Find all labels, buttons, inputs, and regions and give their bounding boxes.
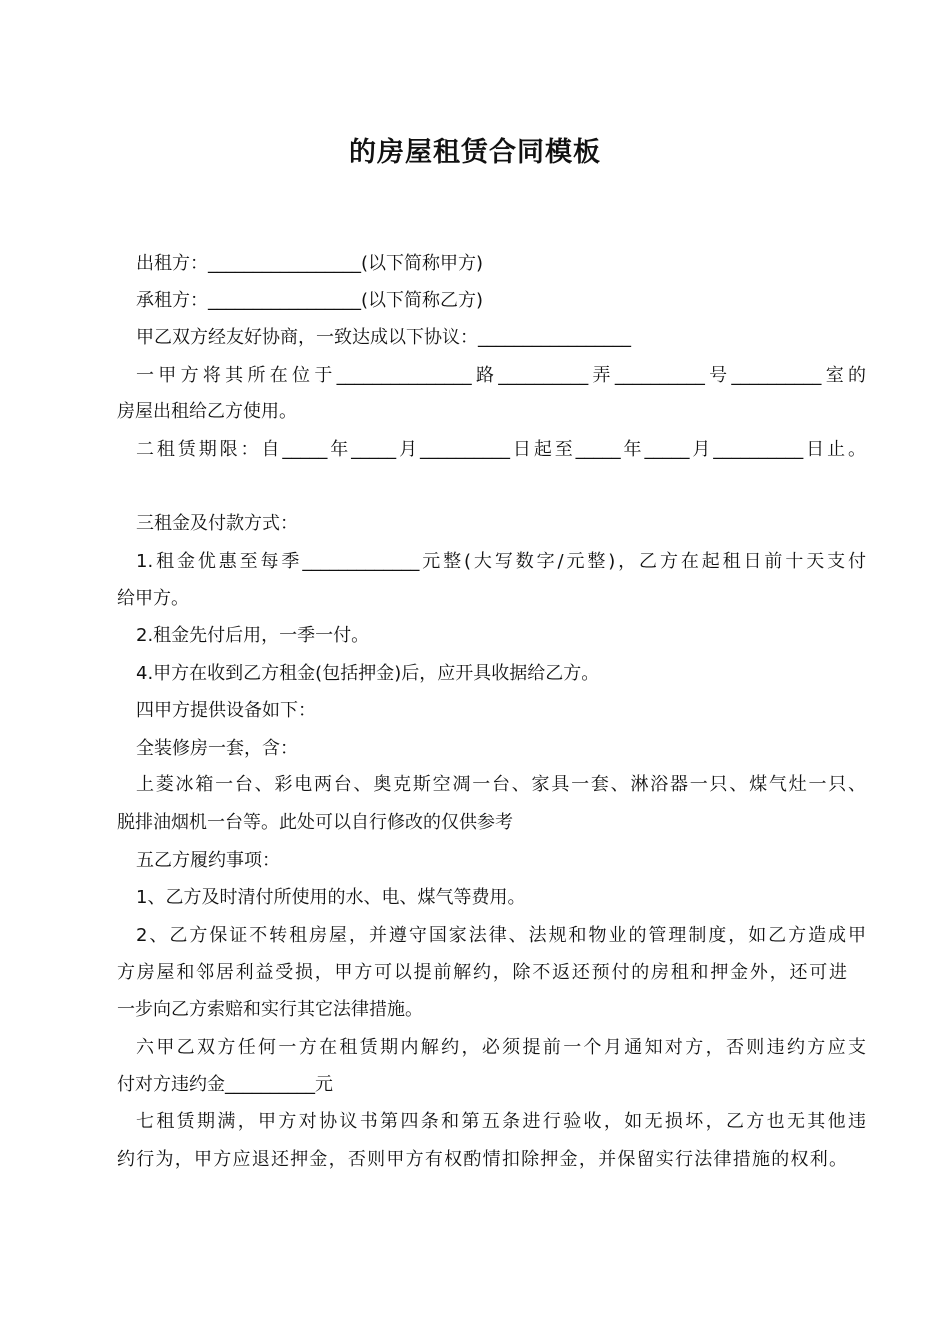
clause-7-line-2: 约行为，甲方应退还押金，否则甲方有权酌情扣除押金，并保留实行法律措施的权利。 xyxy=(117,1149,847,1170)
agreement-intro: 甲乙双方经友好协商，一致达成以下协议：_________________ xyxy=(136,327,631,348)
clause-2-lease-term: 二租赁期限：自_____年_____月__________日起至_____年_____月__________日止。 xyxy=(136,439,866,460)
clause-4-equipment-line-1: 上菱冰箱一台、彩电两台、奥克斯空凋一台、家具一套、淋浴器一只、煤气灶一只、 xyxy=(136,774,866,795)
lessee-line: 承租方：_________________(以下简称乙方) xyxy=(136,290,484,311)
clause-1-line-1: 一甲方将其所在位于_______________路__________弄__________号__________室的 xyxy=(136,365,866,386)
clause-3-heading: 三租金及付款方式： xyxy=(136,513,298,534)
clause-5-item-2-line-2: 方房屋和邻居利益受损，甲方可以提前解约，除不返还预付的房租和押金外，还可进 xyxy=(117,962,847,983)
clause-5-item-2-line-3: 一步向乙方索赔和实行其它法律措施。 xyxy=(117,999,423,1020)
lessor-line: 出租方：_________________(以下简称甲方) xyxy=(136,253,484,274)
clause-4-heading: 四甲方提供设备如下： xyxy=(136,700,316,721)
clause-7-line-1: 七租赁期满，甲方对协议书第四条和第五条进行验收，如无损坏，乙方也无其他违 xyxy=(136,1111,866,1132)
clause-3-item-2: 2.租金先付后用，一季一付。 xyxy=(136,625,370,646)
clause-6-line-2: 付对方违约金__________元 xyxy=(117,1074,333,1095)
clause-6-line-1: 六甲乙双方任何一方在租赁期内解约，必须提前一个月通知对方，否则违约方应支 xyxy=(136,1037,866,1058)
page-title: 的房屋租赁合同模板 xyxy=(349,137,601,168)
clause-1-line-2: 房屋出租给乙方使用。 xyxy=(117,401,297,422)
clause-5-item-2-line-1: 2、乙方保证不转租房屋，并遵守国家法律、法规和物业的管理制度，如乙方造成甲 xyxy=(136,925,866,946)
clause-3-item-4: 4.甲方在收到乙方租金(包括押金)后，应开具收据给乙方。 xyxy=(136,663,600,684)
clause-4-equipment-line-2: 脱排油烟机一台等。此处可以自行修改的仅供参考 xyxy=(117,812,513,833)
clause-3-item-1-line-2: 给甲方。 xyxy=(117,588,189,609)
clause-3-item-1-line-1: 1.租金优惠至每季_____________元整(大写数字/元整)，乙方在起租日前十天支付 xyxy=(136,551,866,572)
clause-5-heading: 五乙方履约事项： xyxy=(136,850,280,871)
clause-4-furnishing: 全装修房一套，含： xyxy=(136,738,298,759)
clause-5-item-1: 1、乙方及时清付所使用的水、电、煤气等费用。 xyxy=(136,887,526,908)
